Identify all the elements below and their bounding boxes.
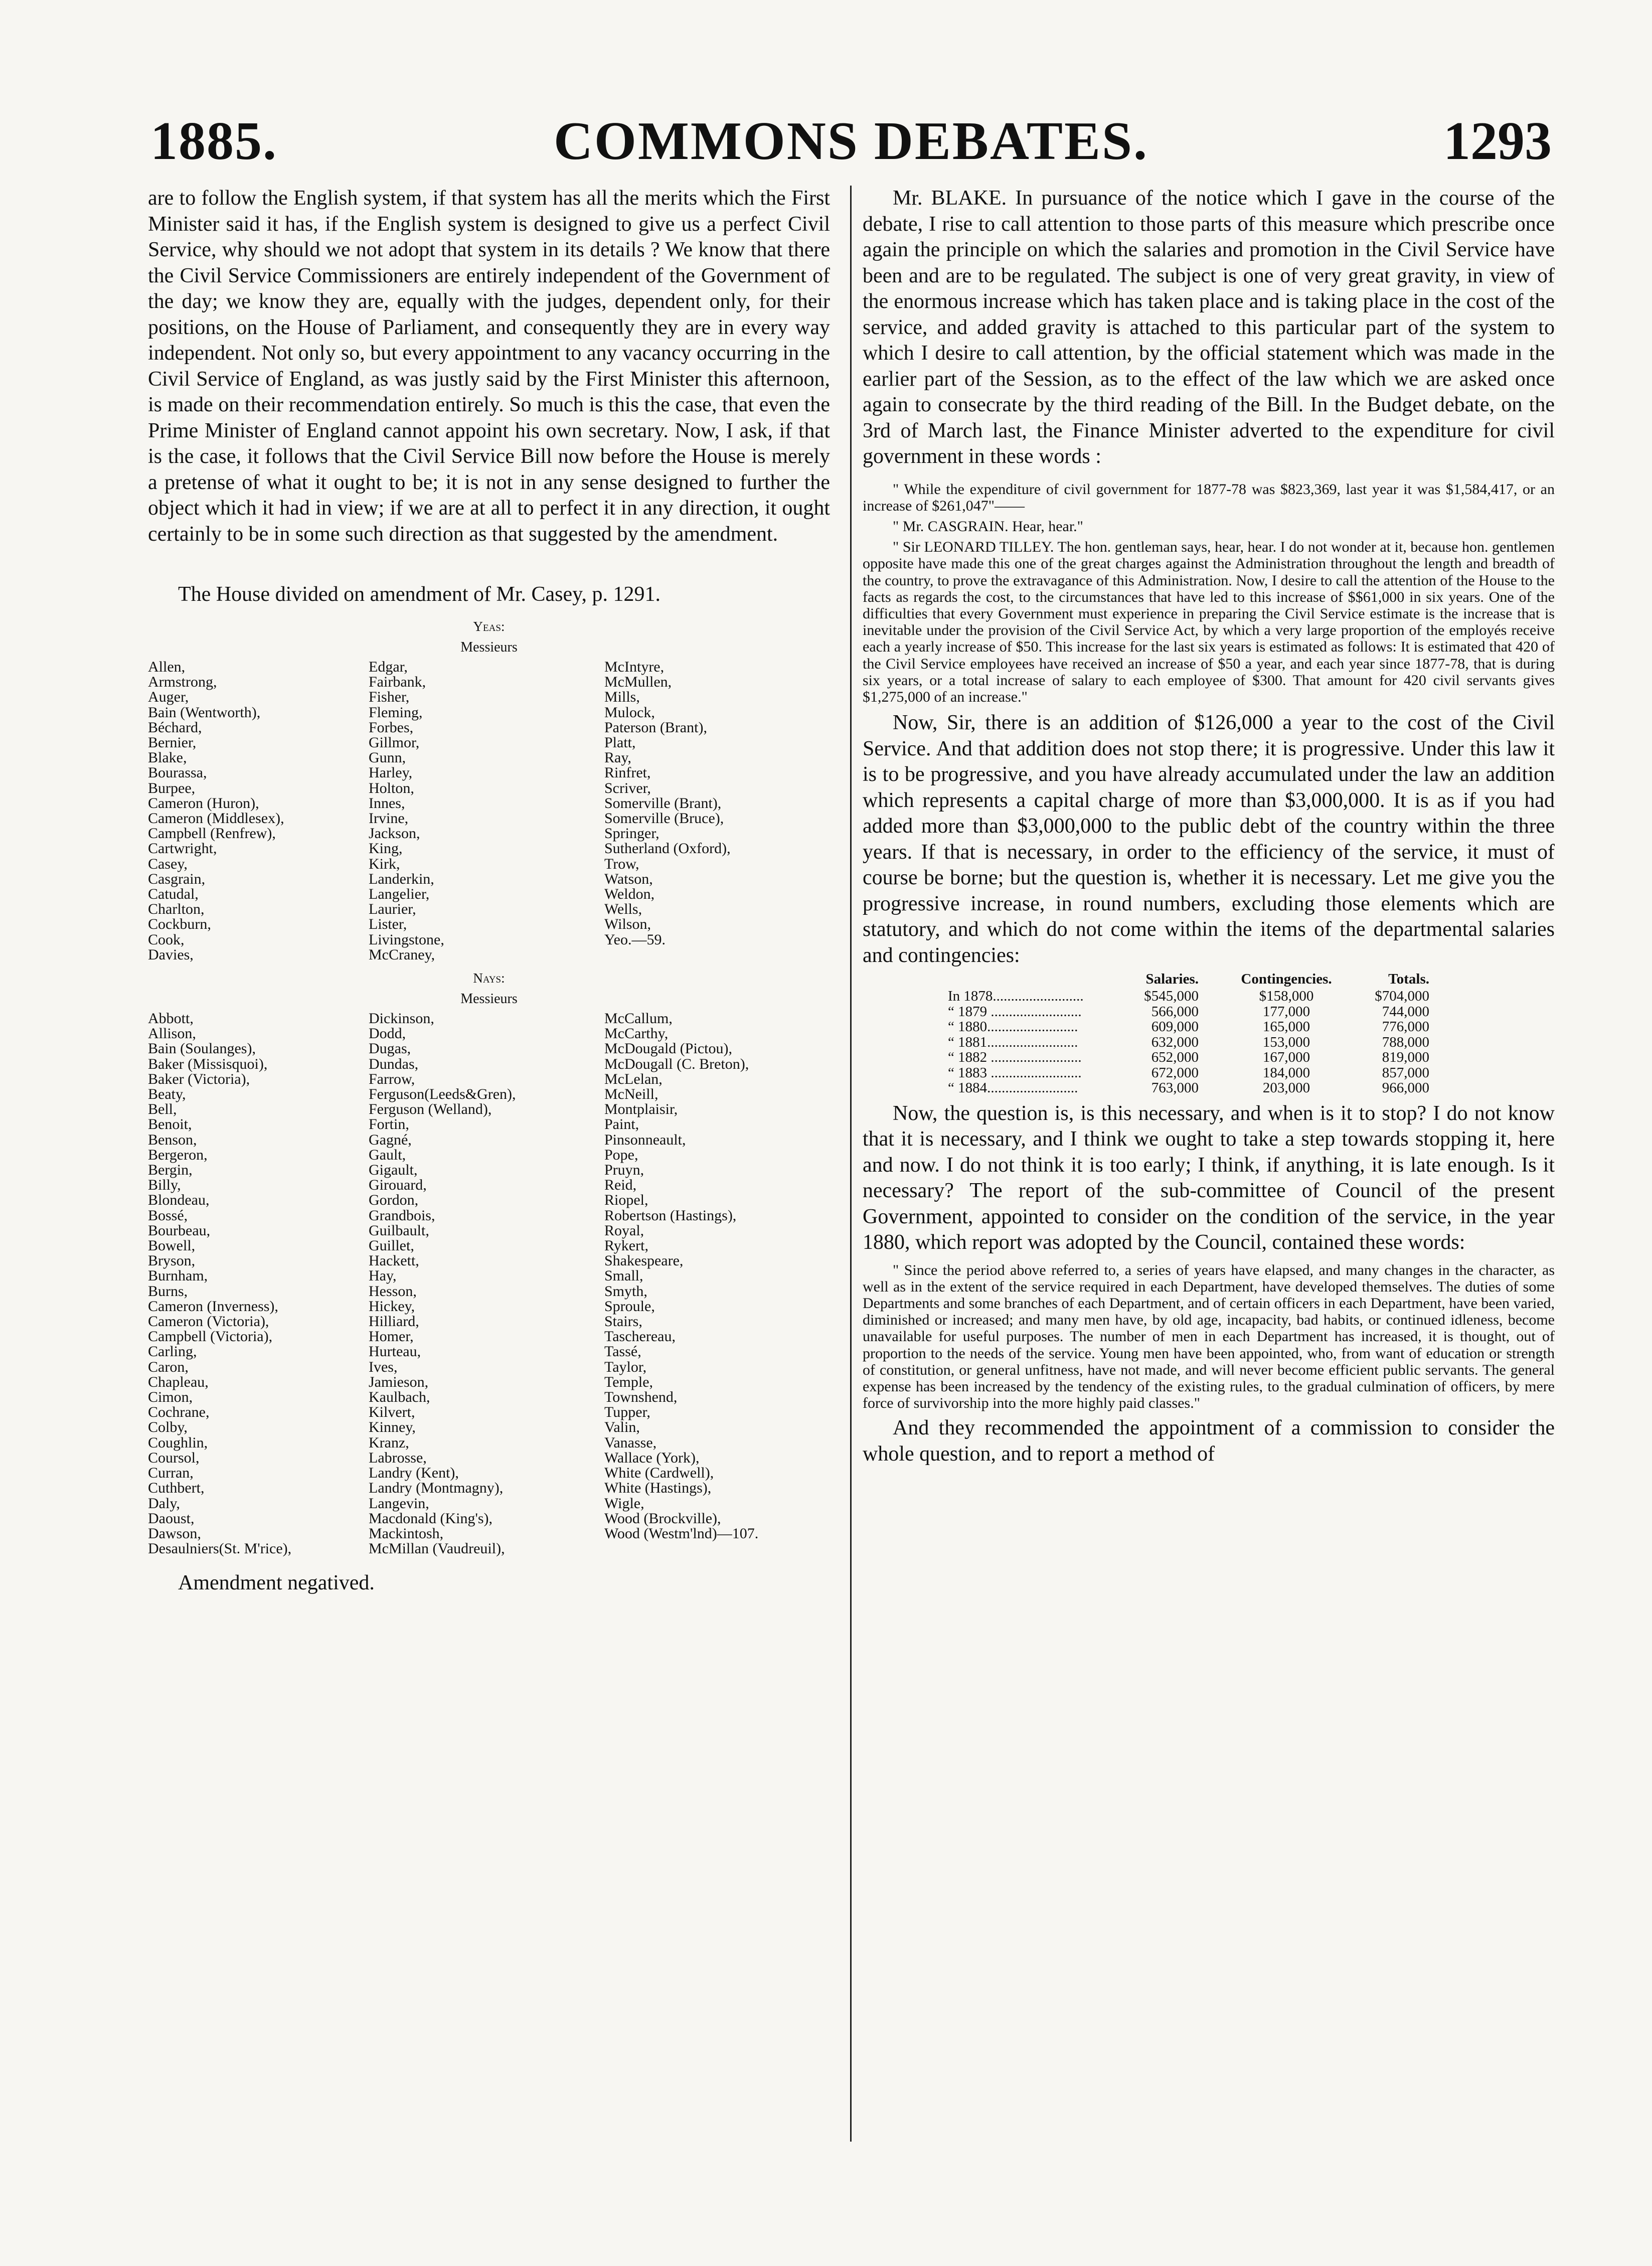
nay-member-name: Vanasse, [604, 1434, 657, 1451]
speech-continuation: are to follow the English system, if that system has all the merits which the First Minister said it has, if the English system is designed to give us a perfect Civil Service, why should we not adopt that system in its details ? We know that there the Civil Service Commissioners are entirely independent of the Government of the day; we know they are, equally with the judges, dependent only, for their positions, on the House of Parliament, and consequently they are in every way independent. Not only so, but every appointment to any vacancy occurring in the Civil Service of England, as was justly said by the First Minister this afternoon, is made on their recommendation entirely. So much is this the case, that even the Prime Minister of England cannot appoint his own secretary. Now, I ask, if that is the case, it follows that the Civil Service Bill now before the House is merely a pretense of what it ought to be; it is not in any sense designed to further the object which it had in view; if we are at all to perfect it in any direction, it ought certainly to be in some such direction as that suggested by the amendment. [148, 187, 830, 546]
table-body [948, 989, 1555, 1096]
nay-member-name: McDougall (C. Breton), [604, 1055, 749, 1072]
table-cell: 167,000 [1262, 1049, 1310, 1066]
yea-member-name: Cameron (Middlesex), [148, 810, 284, 827]
table-cell: 203,000 [1262, 1080, 1310, 1096]
nay-member-name: Bergeron, [148, 1146, 208, 1163]
nay-member-name: Ives, [369, 1358, 398, 1375]
yea-member-name: Landerkin, [369, 870, 434, 887]
blake-speech-3: Now, the question is, is this necessary, and when is it to stop? I do not know that it is necessary, and I think we ought to take a step towards stopping it, here and now. I do not think it is too early; I think, if anything, it is late enough. Is it necessary? The report of the sub-committee of Council of the present Government, appointed to consider on the condition of the service, in the year 1880, which report was adopted by the Council, contained these words: [863, 1101, 1555, 1254]
budget-quote-2: " Mr. CASGRAIN. Hear, hear." [893, 518, 1083, 535]
nay-member-name: Hickey, [369, 1298, 415, 1315]
blake-speech-2: Now, Sir, there is an addition of $126,000 a year to the cost of the Civil Service. And that addition does not stop there; it is progressive. Under this law it is to be progressive, and you have already accumulated under the law an addition which represents a capital charge of more than $3,000,000. It is as if you had added more than $3,000,000 to the public debt of the country within the three years. If that is necessary, in order to the efficiency of the service, it must of course be borne; but the question is, whether it is necessary. Let me give you the progressive increase, in round numbers, excluding those elements which are statutory, and which do not come within the items of the departmental salaries and contingencies: [863, 711, 1555, 967]
yea-member-name: Somerville (Bruce), [604, 810, 724, 827]
table-cell: In 1878......................... [948, 988, 1084, 1005]
nay-member-name: Cameron (Victoria), [148, 1313, 269, 1330]
yeas-heading: Yeas: [473, 619, 505, 634]
yea-member-name: McMullen, [604, 674, 672, 691]
nay-member-name: Bryson, [148, 1252, 196, 1269]
yea-member-name: Livingstone, [369, 931, 444, 948]
nay-member-name: Dodd, [369, 1025, 406, 1042]
nay-member-name: White (Hastings), [604, 1480, 712, 1497]
yea-member-name: Armstrong, [148, 674, 217, 691]
nays-column-1 [148, 1011, 291, 1556]
yea-member-name: Burpee, [148, 779, 196, 796]
nay-member-name: Stairs, [604, 1313, 642, 1330]
nay-member-name: Bain (Soulanges), [148, 1040, 256, 1057]
yea-member-name: Weldon, [604, 886, 655, 903]
yea-member-name: Platt, [604, 734, 636, 751]
table-cell: “ 1883 ......................... [948, 1064, 1082, 1081]
nay-member-name: Tassé, [604, 1343, 641, 1360]
table-cell: 857,000 [1382, 1064, 1429, 1081]
nays-subheading: Messieurs [460, 991, 518, 1007]
table-cell: “ 1879 ......................... [948, 1003, 1082, 1020]
nay-member-name: Colby, [148, 1419, 188, 1436]
yea-member-name: King, [369, 840, 403, 857]
nay-member-name: Robertson (Hastings), [604, 1207, 737, 1224]
nay-member-name: Small, [604, 1267, 643, 1284]
nay-member-name: Gigault, [369, 1162, 418, 1179]
left-column [148, 186, 830, 1617]
yea-member-name: Fleming, [369, 704, 423, 721]
table-cell: “ 1880......................... [948, 1019, 1078, 1035]
yea-member-name: Jackson, [369, 825, 420, 842]
nay-member-name: Wood (Westm'lnd)—107. [604, 1525, 759, 1542]
table-cell: $704,000 [1375, 988, 1429, 1005]
nay-member-name: Wigle, [604, 1495, 644, 1512]
yea-member-name: Allen, [148, 659, 186, 675]
nay-member-name: Grandbois, [369, 1207, 435, 1224]
table-cell: 609,000 [1151, 1019, 1199, 1035]
nay-member-name: Billy, [148, 1177, 181, 1194]
yea-member-name: Fisher, [369, 689, 410, 706]
table-cell: 966,000 [1382, 1080, 1429, 1096]
yea-member-name: McIntyre, [604, 659, 665, 675]
nay-member-name: Ferguson(Leeds&Gren), [369, 1086, 516, 1103]
nay-member-name: Bergin, [148, 1162, 193, 1179]
nay-member-name: Montplaisir, [604, 1101, 678, 1118]
yeas-column-3 [604, 660, 731, 962]
nay-member-name: Guilbault, [369, 1222, 429, 1239]
yea-member-name: Gillmor, [369, 734, 420, 751]
column-divider [850, 186, 852, 2142]
nay-member-name: Riopel, [604, 1192, 648, 1209]
nay-member-name: Landry (Kent), [369, 1465, 459, 1482]
table-cell: “ 1884......................... [948, 1080, 1078, 1096]
nay-member-name: Bell, [148, 1101, 177, 1118]
yea-member-name: Campbell (Renfrew), [148, 825, 276, 842]
yea-member-name: Harley, [369, 764, 413, 781]
division-note: The House divided on amendment of Mr. Casey, p. 1291. [178, 583, 660, 606]
nay-member-name: Carling, [148, 1343, 197, 1360]
yea-member-name: Auger, [148, 689, 189, 706]
nay-member-name: Coursol, [148, 1449, 200, 1466]
yea-member-name: Watson, [604, 870, 653, 887]
report-quote: " Since the period above referred to, a series of years have elapsed, and many changes in the character, as well as in the extent of the service required in each Department, have developed themselves. The duties of some Departments and some branches of each Department, and of certain officers in each Department, have been varied, diminished or increased; and many men have, by old age, incapacity, bad habits, or continued idleness, become unavailable for useful purposes. The number of men in each Department has increased, it is thought, out of proportion to the needs of the service. Young men have been appointed, who, from want of education or strength of constitution, or general unfitness, have not made, and will never become efficient public servants. The general expense has been increased by the tendency of the existing rules, to the gradual culmination of officers, by mere force of survivorship into the more highly paid classes." [863, 1261, 1555, 1412]
table-cell: 184,000 [1262, 1064, 1310, 1081]
nay-member-name: Kranz, [369, 1434, 409, 1451]
nay-member-name: Coughlin, [148, 1434, 208, 1451]
yea-member-name: Mills, [604, 689, 640, 706]
nay-member-name: Blondeau, [148, 1192, 210, 1209]
nay-member-name: Gagné, [369, 1131, 412, 1148]
nay-member-name: Benoit, [148, 1116, 192, 1133]
yea-member-name: Cameron (Huron), [148, 794, 259, 812]
nays-heading: Nays: [473, 970, 505, 986]
nay-member-name: Taschereau, [604, 1328, 676, 1345]
nay-member-name: Hilliard, [369, 1313, 419, 1330]
nay-member-name: Pope, [604, 1146, 638, 1163]
yea-member-name: Bourassa, [148, 764, 207, 781]
nay-member-name: Hurteau, [369, 1343, 421, 1360]
yea-member-name: Casgrain, [148, 870, 206, 887]
table-cell: “ 1881......................... [948, 1034, 1078, 1050]
nay-member-name: Cochrane, [148, 1404, 210, 1421]
yea-member-name: Lister, [369, 916, 407, 933]
nay-member-name: Daly, [148, 1495, 180, 1512]
yea-member-name: Rinfret, [604, 764, 651, 781]
nay-member-name: Abbott, [148, 1010, 194, 1027]
page-header [150, 110, 1552, 181]
yea-member-name: Casey, [148, 855, 188, 872]
nay-member-name: Shakespeare, [604, 1252, 684, 1269]
table-cell: 153,000 [1262, 1034, 1310, 1050]
header-title: COMMONS DEBATES. [553, 111, 1149, 171]
table-cell: 566,000 [1151, 1003, 1199, 1020]
nay-member-name: Mackintosh, [369, 1525, 444, 1542]
yeas-column-1 [148, 660, 284, 962]
header-year: 1885. [150, 111, 277, 171]
nay-member-name: White (Cardwell), [604, 1465, 714, 1482]
yeas-list [148, 660, 830, 963]
nay-member-name: Cuthbert, [148, 1480, 205, 1497]
nay-member-name: Macdonald (King's), [369, 1510, 493, 1527]
nay-member-name: Pruyn, [604, 1162, 644, 1179]
nay-member-name: Hesson, [369, 1282, 417, 1300]
nay-member-name: Baker (Missisquoi), [148, 1055, 268, 1072]
nay-member-name: Burnham, [148, 1267, 208, 1284]
yea-member-name: Davies, [148, 946, 194, 963]
table-cell: 788,000 [1382, 1034, 1429, 1050]
table-cell: 672,000 [1151, 1064, 1199, 1081]
blake-speech-opening: Mr. BLAKE. In pursuance of the notice which I gave in the course of the debate, I rise to call attention to those parts of this measure which prescribe once again the principle on which the salaries and promotion in the Civil Service have been and are to be regulated. The subject is one of very great gravity, in view of the enormous increase which has taken place and is taking place in the cost of the service, and added gravity is attached to this particular part of the system to which I desire to call attention, by the official statement which was made in the earlier part of the Session, as to the effect of the law which we are asked once again to consecrate by the third reading of the Bill. In the Budget debate, on the 3rd of March last, the Finance Minister adverted to the expenditure for civil government in these words : [863, 187, 1555, 468]
nay-member-name: Langevin, [369, 1495, 429, 1512]
nay-member-name: Tupper, [604, 1404, 650, 1421]
nay-member-name: Hackett, [369, 1252, 419, 1269]
yea-member-name: Fairbank, [369, 674, 426, 691]
nay-member-name: Paint, [604, 1116, 639, 1133]
yea-member-name: Blake, [148, 749, 187, 766]
table-header-cell: Totals. [1388, 971, 1429, 988]
yea-member-name: Edgar, [369, 659, 408, 675]
nay-member-name: Hay, [369, 1267, 397, 1284]
nay-member-name: Allison, [148, 1025, 196, 1042]
nay-member-name: Farrow, [369, 1070, 415, 1087]
nay-member-name [604, 1541, 758, 1556]
yea-member-name: Forbes, [369, 719, 414, 736]
table-row [948, 1080, 1555, 1096]
nay-member-name: Pinsonneault, [604, 1131, 686, 1148]
nay-member-name: Desaulniers(St. M'rice), [148, 1540, 292, 1557]
nay-member-name: Kilvert, [369, 1404, 415, 1421]
nay-member-name: Cameron (Inverness), [148, 1298, 278, 1315]
yeas-subheading: Messieurs [460, 639, 518, 655]
nay-member-name: Baker (Victoria), [148, 1070, 250, 1087]
nay-member-name: Guillet, [369, 1237, 414, 1254]
yea-member-name: Gunn, [369, 749, 406, 766]
yea-member-name: Yeo.—59. [604, 931, 666, 948]
nays-column-2 [369, 1011, 516, 1556]
yea-member-name: Cockburn, [148, 916, 211, 933]
nay-member-name: Ferguson (Welland), [369, 1101, 492, 1118]
nay-member-name: Fortin, [369, 1116, 409, 1133]
nay-member-name: Kinney, [369, 1419, 416, 1436]
nay-member-name: Wallace (York), [604, 1449, 700, 1466]
budget-quote-3: " Sir LEONARD TILLEY. The hon. gentleman says, hear, hear. I do not wonder at it, because hon. gentlemen opposite have made this one of the great charges against the Administration throughout the length and breadth of the country, to prove the extravagance of this Administration. Now, I desire to call the attention of the House to the facts as regards the cost, to the circumstances that have led to this increase of $$61,000 in six years. One of the difficulties that every Government must experience in preparing the Civil Service estimate is the increase that is inevitable under the provision of the Civil Service Act, by which a very large proportion of the employés receive each a yearly increase of $50. This increase for the last six years is estimated as follows: It is estimated that 420 of the Civil Service employees have received an increase of $50 a year, and each year since 1877-78, that is during six years, or a total increase of salary to each employee of $300. That amount for 420 civil servants gives $1,275,000 of an increase." [863, 539, 1555, 705]
nay-member-name: Bourbeau, [148, 1222, 211, 1239]
nay-member-name: Homer, [369, 1328, 414, 1345]
nay-member-name: Daoust, [148, 1510, 195, 1527]
table-header-row [948, 972, 1555, 989]
budget-quote-1: " While the expenditure of civil government for 1877-78 was $823,369, last year it was $1,584,417, or an increase of $261,047"—— [863, 480, 1555, 514]
nay-member-name: Chapleau, [148, 1373, 209, 1390]
nays-list [148, 1011, 830, 1557]
yea-member-name: Holton, [369, 779, 414, 796]
nay-member-name: Cimon, [148, 1389, 193, 1406]
nay-member-name: Wood (Brockville), [604, 1510, 721, 1527]
yea-member-name: Sutherland (Oxford), [604, 840, 731, 857]
nay-member-name: Benson, [148, 1131, 197, 1148]
nay-member-name: Burns, [148, 1282, 188, 1300]
nay-member-name: Taylor, [604, 1358, 647, 1375]
nay-member-name: Smyth, [604, 1282, 647, 1300]
yea-member-name: Mulock, [604, 704, 655, 721]
nay-member-name: Girouard, [369, 1177, 427, 1194]
nay-member-name: Valin, [604, 1419, 640, 1436]
yea-member-name: Bain (Wentworth), [148, 704, 261, 721]
yea-member-name: McCraney, [369, 946, 435, 963]
yea-member-name: Charlton, [148, 901, 205, 918]
table-header-cell: Contingencies. [1241, 971, 1332, 988]
right-column [863, 186, 1555, 1467]
nay-member-name: Landry (Montmagny), [369, 1480, 504, 1497]
salaries-table [948, 972, 1555, 1096]
yea-member-name: Langelier, [369, 886, 430, 903]
table-cell: 177,000 [1262, 1003, 1310, 1020]
nay-member-name: Gordon, [369, 1192, 419, 1209]
table-cell: 819,000 [1382, 1049, 1429, 1066]
table-cell: $545,000 [1144, 988, 1199, 1005]
nays-column-3 [604, 1011, 758, 1556]
nay-member-name: Temple, [604, 1373, 653, 1390]
table-row [948, 1004, 1555, 1020]
yea-member-name: Kirk, [369, 855, 400, 872]
yea-member-name: Cook, [148, 931, 185, 948]
nay-member-name: Dickinson, [369, 1010, 434, 1027]
yea-member-name: Trow, [604, 855, 639, 872]
table-row [948, 1035, 1555, 1050]
nay-member-name: Beaty, [148, 1086, 186, 1103]
nay-member-name: Gault, [369, 1146, 406, 1163]
table-cell: $158,000 [1259, 988, 1314, 1005]
yea-member-name: Catudal, [148, 886, 199, 903]
table-header-cell [948, 972, 951, 987]
yea-member-name: Béchard, [148, 719, 202, 736]
yea-member-name: Springer, [604, 825, 659, 842]
yea-member-name: Bernier, [148, 734, 197, 751]
nay-member-name: Campbell (Victoria), [148, 1328, 273, 1345]
nay-member-name: Rykert, [604, 1237, 648, 1254]
nay-member-name: Caron, [148, 1358, 189, 1375]
yeas-column-2 [369, 660, 444, 962]
nay-member-name: McNeill, [604, 1086, 658, 1103]
table-cell: 744,000 [1382, 1003, 1429, 1020]
nay-member-name: Dugas, [369, 1040, 411, 1057]
nay-member-name: Bossé, [148, 1207, 188, 1224]
yea-member-name: Wells, [604, 901, 642, 918]
nay-member-name: Townshend, [604, 1389, 678, 1406]
nay-member-name: McCallum, [604, 1010, 673, 1027]
nay-member-name: McLelan, [604, 1070, 663, 1087]
yea-member-name: Paterson (Brant), [604, 719, 707, 736]
yea-member-name: Ray, [604, 749, 631, 766]
nay-member-name: Kaulbach, [369, 1389, 430, 1406]
nay-member-name: Dundas, [369, 1055, 419, 1072]
nay-member-name: Sproule, [604, 1298, 655, 1315]
yea-member-name: Scriver, [604, 779, 651, 796]
yea-member-name: Cartwright, [148, 840, 217, 857]
table-cell: 165,000 [1262, 1019, 1310, 1035]
table-row [948, 989, 1555, 1004]
nay-member-name: Dawson, [148, 1525, 201, 1542]
nay-member-name: Jamieson, [369, 1373, 429, 1390]
table-cell: 776,000 [1382, 1019, 1429, 1035]
nay-member-name: Curran, [148, 1465, 194, 1482]
table-cell: 632,000 [1151, 1034, 1199, 1050]
nay-member-name: Reid, [604, 1177, 637, 1194]
yea-member-name: Innes, [369, 794, 405, 812]
table-cell: 763,000 [1151, 1080, 1199, 1096]
table-header-cell: Salaries. [1145, 971, 1199, 988]
nay-member-name: McCarthy, [604, 1025, 669, 1042]
yea-member-name: Somerville (Brant), [604, 794, 722, 812]
yea-member-name: Laurier, [369, 901, 416, 918]
yea-member-name: Wilson, [604, 916, 651, 933]
division-result: Amendment negatived. [178, 1571, 375, 1594]
nay-member-name: Bowell, [148, 1237, 196, 1254]
table-cell: “ 1882 ......................... [948, 1049, 1082, 1066]
yea-member-name [604, 947, 731, 962]
yea-member-name: Irvine, [369, 810, 409, 827]
nay-member-name: Royal, [604, 1222, 644, 1239]
table-row [948, 1019, 1555, 1035]
table-row [948, 1065, 1555, 1081]
nay-member-name: McDougald (Pictou), [604, 1040, 732, 1057]
nay-member-name: Labrosse, [369, 1449, 427, 1466]
nay-member-name: McMillan (Vaudreuil), [369, 1540, 505, 1557]
table-row [948, 1050, 1555, 1065]
header-page-number: 1293 [1443, 111, 1552, 171]
table-cell: 652,000 [1151, 1049, 1199, 1066]
blake-speech-4: And they recommended the appointment of a commission to consider the whole question, and to report a method of [863, 1416, 1555, 1466]
